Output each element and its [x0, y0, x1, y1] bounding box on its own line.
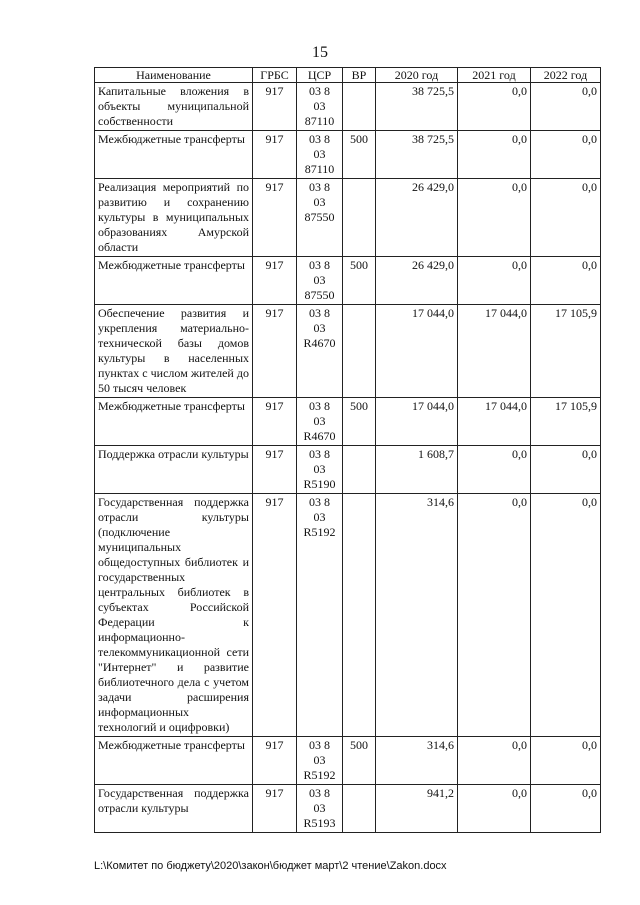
cell-2021: 0,0 [458, 446, 531, 494]
header-2021: 2021 год [458, 68, 531, 83]
table-row [95, 398, 601, 446]
table-header-row [95, 68, 601, 83]
cell-vr [343, 179, 376, 257]
cell-2022: 0,0 [531, 446, 601, 494]
header-vr: ВР [343, 68, 376, 83]
cell-csr: 03 8 03 R4670 [297, 398, 343, 446]
cell-2021: 17 044,0 [458, 305, 531, 398]
cell-2022: 17 105,9 [531, 398, 601, 446]
cell-vr: 500 [343, 737, 376, 785]
cell-vr [343, 446, 376, 494]
cell-2022: 0,0 [531, 179, 601, 257]
cell-name: Поддержка отрасли культуры [95, 446, 253, 494]
header-csr: ЦСР [297, 68, 343, 83]
cell-2020: 314,6 [376, 494, 458, 737]
cell-2022: 0,0 [531, 83, 601, 131]
table-row [95, 305, 601, 398]
cell-2020: 17 044,0 [376, 398, 458, 446]
cell-2022: 0,0 [531, 131, 601, 179]
cell-2021: 0,0 [458, 83, 531, 131]
table-row [95, 179, 601, 257]
table-row [95, 494, 601, 737]
cell-name: Государственная поддержка отрасли культуры (подключение муниципальных общедоступных библиотек и государственных центральных библиотек в субъектах Российской Федерации к информационно-телекоммуникационной сети "Интернет" и развитие библиотечного дела с учетом задачи расширения информационных технологий и оцифровки) [95, 494, 253, 737]
cell-2022: 0,0 [531, 737, 601, 785]
cell-2022: 0,0 [531, 257, 601, 305]
cell-csr: 03 8 03 R4670 [297, 305, 343, 398]
cell-2021: 0,0 [458, 494, 531, 737]
cell-vr: 500 [343, 131, 376, 179]
cell-grbs: 917 [253, 305, 297, 398]
cell-name: Обеспечение развития и укрепления материально-технической базы домов культуры в населенных пунктах с числом жителей до 50 тысяч человек [95, 305, 253, 398]
cell-2022: 17 105,9 [531, 305, 601, 398]
cell-2022: 0,0 [531, 785, 601, 833]
cell-2020: 17 044,0 [376, 305, 458, 398]
header-name: Наименование [95, 68, 253, 83]
cell-csr: 03 8 03 87110 [297, 131, 343, 179]
cell-2020: 26 429,0 [376, 257, 458, 305]
cell-2020: 941,2 [376, 785, 458, 833]
table-row [95, 737, 601, 785]
cell-2021: 0,0 [458, 737, 531, 785]
header-2022: 2022 год [531, 68, 601, 83]
header-2020: 2020 год [376, 68, 458, 83]
cell-vr: 500 [343, 398, 376, 446]
cell-name: Межбюджетные трансферты [95, 131, 253, 179]
cell-csr: 03 8 03 R5190 [297, 446, 343, 494]
cell-vr [343, 494, 376, 737]
cell-grbs: 917 [253, 446, 297, 494]
cell-csr: 03 8 03 R5192 [297, 494, 343, 737]
cell-vr [343, 83, 376, 131]
cell-2020: 26 429,0 [376, 179, 458, 257]
table-row [95, 131, 601, 179]
cell-name: Межбюджетные трансферты [95, 737, 253, 785]
page-number: 15 [312, 44, 328, 61]
cell-name: Межбюджетные трансферты [95, 398, 253, 446]
cell-2021: 0,0 [458, 131, 531, 179]
cell-grbs: 917 [253, 398, 297, 446]
cell-2021: 0,0 [458, 257, 531, 305]
cell-2021: 0,0 [458, 179, 531, 257]
cell-grbs: 917 [253, 494, 297, 737]
cell-grbs: 917 [253, 257, 297, 305]
cell-csr: 03 8 03 87550 [297, 257, 343, 305]
table-row [95, 257, 601, 305]
cell-vr: 500 [343, 257, 376, 305]
cell-2021: 17 044,0 [458, 398, 531, 446]
cell-name: Межбюджетные трансферты [95, 257, 253, 305]
cell-vr [343, 305, 376, 398]
cell-grbs: 917 [253, 785, 297, 833]
table-row [95, 83, 601, 131]
cell-grbs: 917 [253, 179, 297, 257]
cell-csr: 03 8 03 R5192 [297, 737, 343, 785]
cell-2021: 0,0 [458, 785, 531, 833]
cell-grbs: 917 [253, 131, 297, 179]
cell-2020: 314,6 [376, 737, 458, 785]
cell-csr: 03 8 03 87550 [297, 179, 343, 257]
cell-grbs: 917 [253, 83, 297, 131]
table-row [95, 446, 601, 494]
cell-2022: 0,0 [531, 494, 601, 737]
document-footer-path: L:\Комитет по бюджету\2020\закон\бюджет март\2 чтение\Zakon.docx [94, 860, 447, 872]
budget-table [94, 67, 601, 833]
table-row [95, 785, 601, 833]
cell-name: Государственная поддержка отрасли культуры [95, 785, 253, 833]
cell-grbs: 917 [253, 737, 297, 785]
cell-2020: 38 725,5 [376, 83, 458, 131]
cell-csr: 03 8 03 R5193 [297, 785, 343, 833]
cell-2020: 38 725,5 [376, 131, 458, 179]
cell-name: Капитальные вложения в объекты муниципальной собственности [95, 83, 253, 131]
cell-csr: 03 8 03 87110 [297, 83, 343, 131]
cell-vr [343, 785, 376, 833]
cell-name: Реализация мероприятий по развитию и сохранению культуры в муниципальных образованиях Амурской области [95, 179, 253, 257]
cell-2020: 1 608,7 [376, 446, 458, 494]
header-grbs: ГРБС [253, 68, 297, 83]
